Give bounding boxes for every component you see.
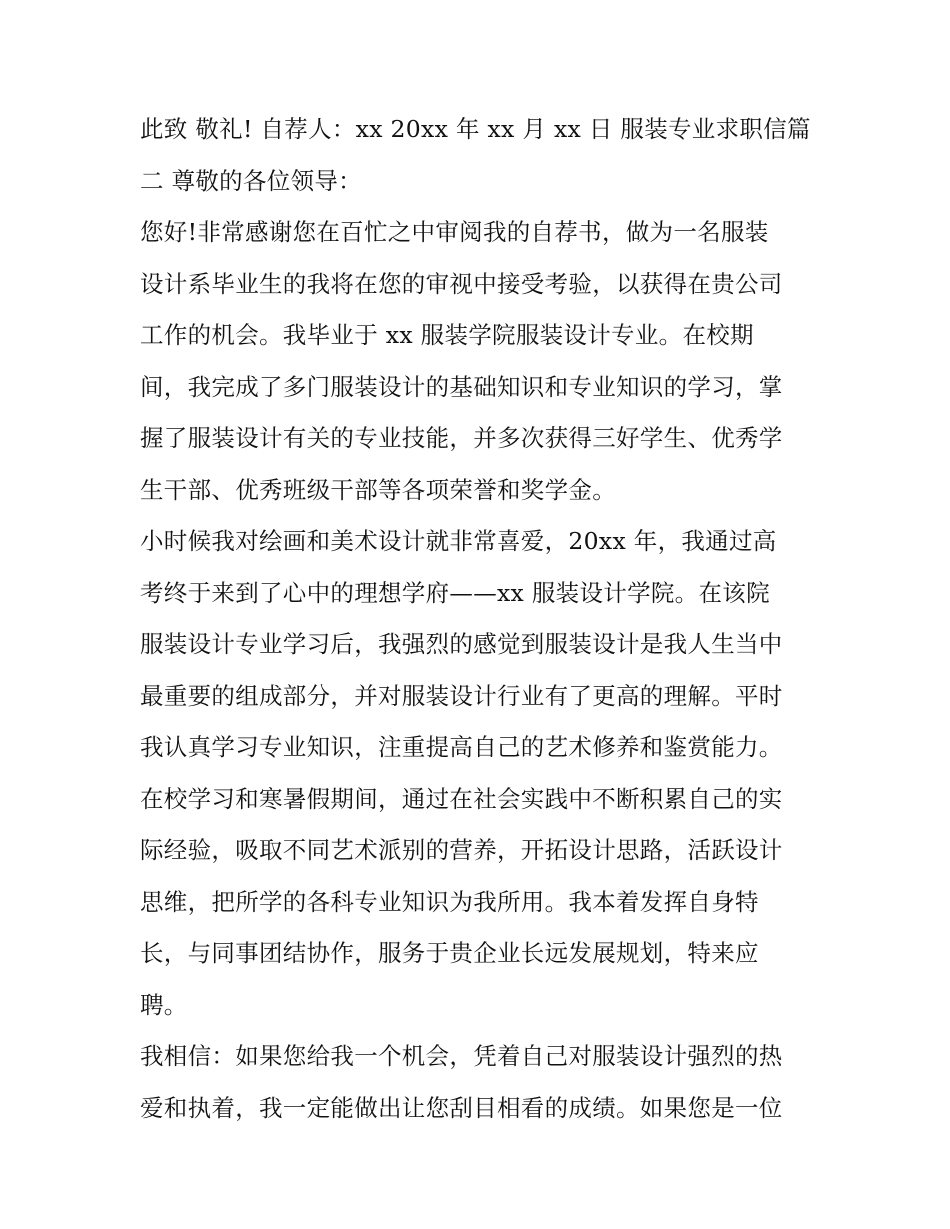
text-line: 您好!非常感谢您在百忙之中审阅我的自荐书，做为一名服装 xyxy=(140,218,769,246)
text-line: 在校学习和寒暑假期间，通过在社会实践中不断积累自己的实 xyxy=(140,784,783,813)
text-line: 二 尊敬的各位领导： xyxy=(140,166,362,195)
text-line: 此致 敬礼! 自荐人：xx 20xx 年 xx 月 xx 日 服装专业求职信篇 xyxy=(140,115,811,143)
letter-body xyxy=(140,104,812,1134)
text-line: 我相信：如果您给我一个机会，凭着自己对服装设计强烈的热 xyxy=(140,1042,783,1070)
text-line: 考终于来到了心中的理想学府——xx 服装设计学院。在该院 xyxy=(140,578,770,607)
text-line: 聘。 xyxy=(140,990,188,1019)
text-line: 生干部、优秀班级干部等各项荣誉和奖学金。 xyxy=(140,475,616,504)
text-line: 设计系毕业生的我将在您的审视中接受考验，以获得在贵公司 xyxy=(140,269,783,298)
text-line: 最重要的组成部分，并对服装设计行业有了更高的理解。平时 xyxy=(140,681,783,710)
text-line: 际经验，吸取不同艺术派别的营养，开拓设计思路，活跃设计 xyxy=(140,836,783,864)
text-line: 爱和执着，我一定能做出让您刮目相看的成绩。如果您是一位 xyxy=(140,1093,783,1122)
text-line: 握了服装设计有关的专业技能，并多次获得三好学生、优秀学 xyxy=(140,424,783,452)
text-line: 工作的机会。我毕业于 xx 服装学院服装设计专业。在校期 xyxy=(140,321,754,349)
text-line: 思维，把所学的各科专业知识为我所用。我本着发挥自身特 xyxy=(140,887,759,916)
text-line: 小时候我对绘画和美术设计就非常喜爱，20xx 年，我通过高 xyxy=(140,527,777,555)
text-line: 长，与同事团结协作，服务于贵企业长远发展规划，特来应 xyxy=(140,939,759,967)
text-line: 服装设计专业学习后，我强烈的感觉到服装设计是我人生当中 xyxy=(140,630,783,658)
text-line: 我认真学习专业知识，注重提高自己的艺术修养和鉴赏能力。 xyxy=(140,733,783,761)
text-line: 间，我完成了多门服装设计的基础知识和专业知识的学习，掌 xyxy=(140,372,783,401)
